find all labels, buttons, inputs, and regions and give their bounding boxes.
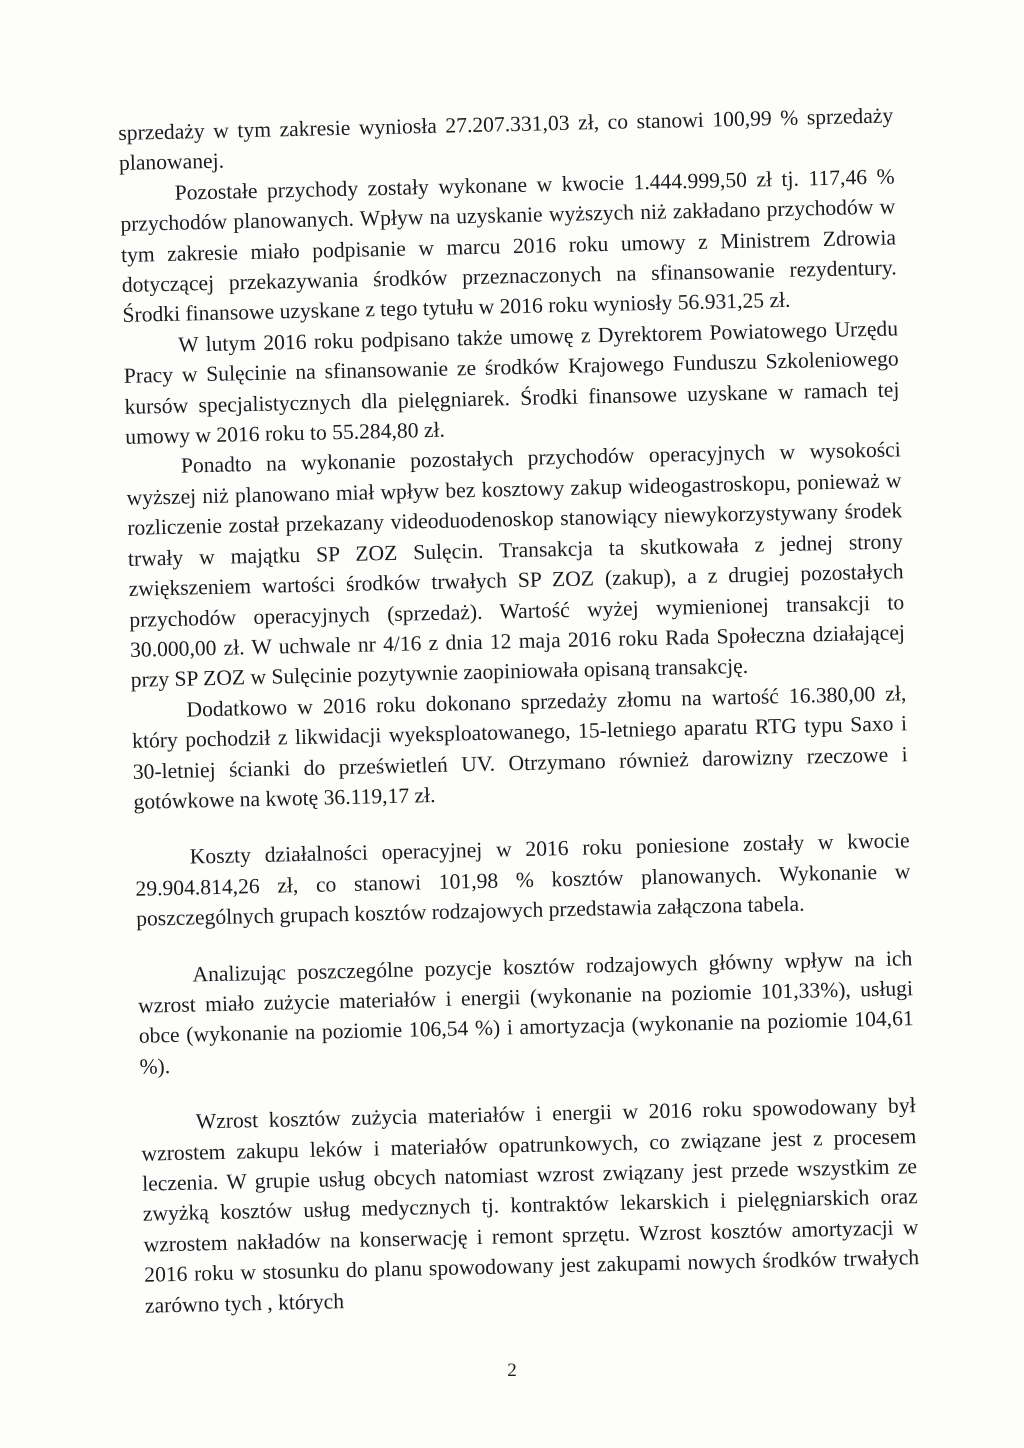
paragraph-scrap-sale-donations: Dodatkowo w 2016 roku dokonano sprzedaży złomu na wartość 16.380,00 zł, który pochodził z likwidacji wyeksploatowanego, 15-letniego aparatu RTG typu Saxo i 30-letniej ścianki do prześwietleń UV. Otrzymano również darowizny rzeczowe i gotówkowe na kwotę 36.119,17 zł. bbox=[131, 680, 908, 814]
page-number: 2 bbox=[507, 1360, 517, 1381]
paragraph-sales-summary: sprzedaży w tym zakresie wyniosła 27.207.331,03 zł, co stanowi 100,99 % sprzedaży planowanej. bbox=[118, 103, 894, 176]
paragraph-other-revenue: Pozostałe przychody zostały wykonane w kwocie 1.444.999,50 zł tj. 117,46 % przychodów planowanych. Wpływ na uzyskanie wyższych niż zakładano przychodów w tym zakresie miało podpisanie w marcu 2016 roku umowy z Ministrem Zdrowia dotyczącej przekazywania środków przeznaczonych na sfinansowanie rezydentury. Środki finansowe uzyskane z tego tytułu w 2016 roku wyniosły 56.931,25 zł. bbox=[120, 164, 897, 328]
paragraph-videogastroscope-transaction: Ponadto na wykonanie pozostałych przychodów operacyjnych w wysokości wyższej niż planowano miał wpływ bez kosztowy zakup wideogastroskopu, ponieważ w rozliczenie został przekazany videoduodenoskop stanowiący niewykorzystywany środek trwały w majątku SP ZOZ Sulęcin. Transakcja ta skutkowała z jednej strony zwiększeniem wartości środków trwałych SP ZOZ (zakup), a z drugiej pozostałych przychodów operacyjnych (sprzedaż). Wartość wyżej wymienionej transakcji to 30.000,00 zł. W uchwale nr 4/16 z dnia 12 maja 2016 roku Rada Społeczna działającej przy SP ZOZ w Sulęcinie pozytywnie zaopiniowała opisaną transakcję. bbox=[126, 437, 906, 693]
paragraph-labour-office-agreement: W lutym 2016 roku podpisano także umowę z Dyrektorem Powiatowego Urzędu Pracy w Sulęcinie na sfinansowanie ze środków Krajowego Funduszu Szkoleniowego kursów specjalistycznych dla pielęgniarek. Środki finansowe uzyskane w ramach tej umowy w 2016 roku to 55.284,80 zł. bbox=[123, 316, 900, 449]
paragraph-operating-costs: Koszty działalności operacyjnej w 2016 roku poniesione zostały w kwocie 29.904.814,26 zł, co stanowi 101,98 % kosztów planowanych. Wykonanie w poszczególnych grupach kosztów rodzajowych przedstawia załączona tabela. bbox=[135, 828, 911, 931]
paragraph-cost-growth-reasons: Wzrost kosztów zużycia materiałów i energii w 2016 roku spowodowany był wzrostem zakupu leków i materiałów opatrunkowych, co związane jest z procesem leczenia. W grupie usług obcych natomiast wzrost związany jest przede wszystkim ze zwyżką kosztów usług medycznych tj. kontraktów lekarskich i pielęgniarskich oraz wzrostem nakładów na konserwację i remont sprzętu. Wzrost kosztów amortyzacji w 2016 roku w stosunku do planu spowodowany jest zakupami nowych środków trwałych zarówno tych , których bbox=[141, 1093, 920, 1318]
paragraph-cost-analysis: Analizując poszczególne pozycje kosztów rodzajowych główny wpływ na ich wzrost miało zużycie materiałów i energii (wykonanie na poziomie 101,33%), usługi obce (wykonanie na poziomie 106,54 %) i amortyzacja (wykonanie na poziomie 104,61 %). bbox=[137, 945, 914, 1079]
document-body bbox=[118, 100, 920, 1320]
